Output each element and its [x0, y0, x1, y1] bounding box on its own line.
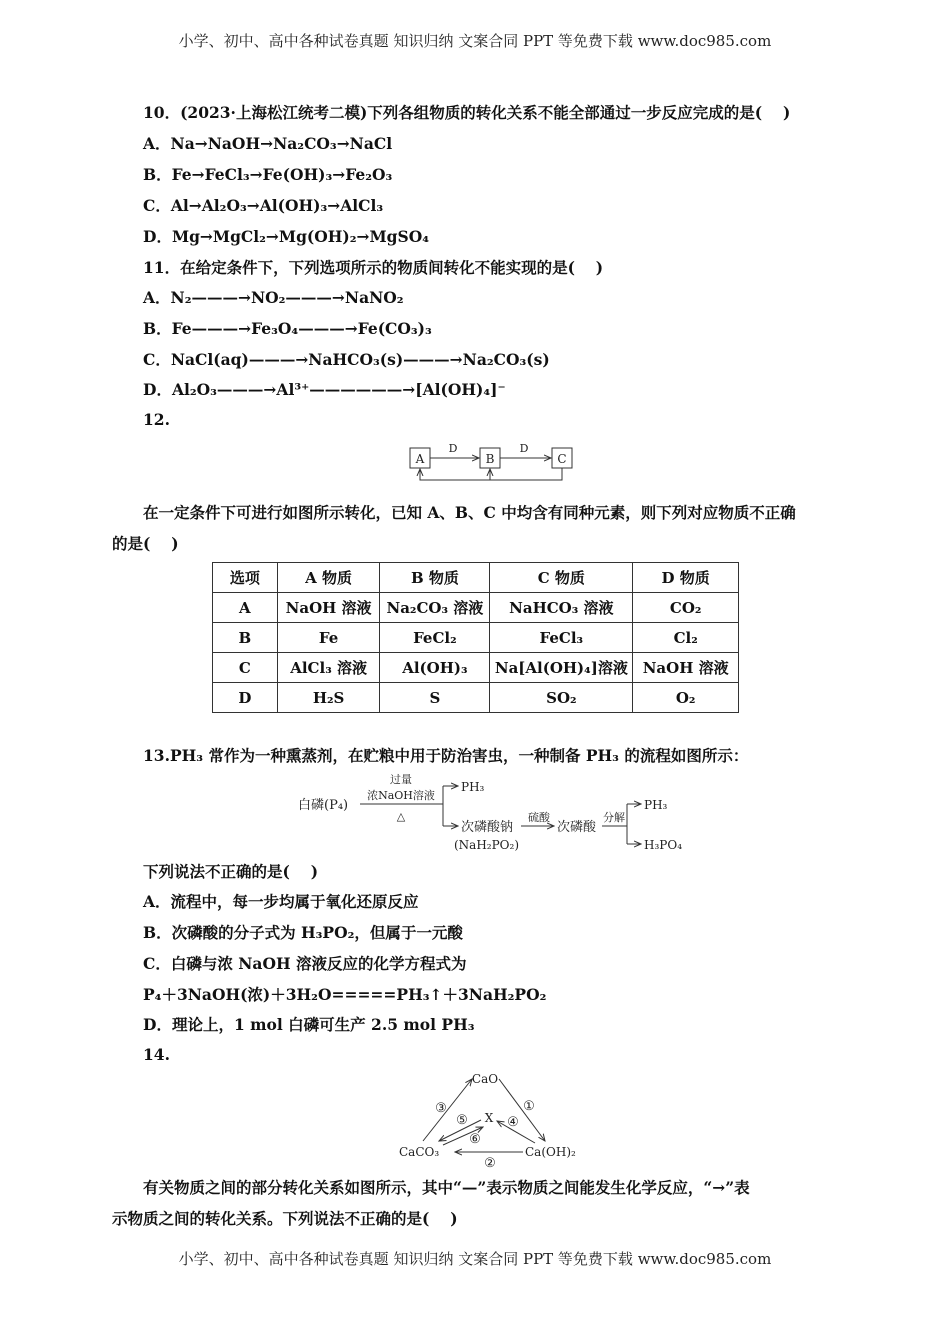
q12-options-table	[212, 562, 739, 713]
q13-option-c: C．白磷与浓 NaOH 溶液反应的化学方程式为	[143, 954, 467, 973]
q13-flow-diagram	[296, 768, 696, 856]
q11-option-d: D．Al₂O₃———→Al³⁺——————→[Al(OH)₄]⁻	[143, 380, 506, 399]
q14-arrow-1	[499, 1079, 545, 1141]
q12-diagram	[400, 438, 585, 488]
q10-option-b: B．Fe→FeCl₃→Fe(OH)₃→Fe₂O₃	[143, 165, 393, 184]
q13-cond-top2: 浓NaOH溶液	[367, 789, 435, 802]
table-header: B 物质	[380, 563, 490, 593]
q14-n5: ⑤	[456, 1113, 468, 1128]
q13-ph3-1: PH₃	[461, 780, 485, 794]
q13-salt-formula: (NaH₂PO₂)	[454, 838, 520, 852]
q14-caoh2: Ca(OH)₂	[525, 1145, 576, 1159]
q13-cond-top1: 过量	[390, 773, 412, 786]
table-cell: B	[213, 623, 278, 653]
q12-label-c: C	[557, 452, 567, 466]
q13-stem: 13.PH₃ 常作为一种熏蒸剂，在贮粮中用于防治害虫，一种制备 PH₃ 的流程如图所示：	[143, 746, 749, 765]
q11-option-c: C．NaCl(aq)———→NaHCO₃(s)———→Na₂CO₃(s)	[143, 350, 550, 369]
q10-stem: 10．(2023·上海松江统考二模)下列各组物质的转化关系不能全部通过一步反应完成的是( )	[143, 103, 791, 122]
q11-option-b: B．Fe———→Fe₃O₄———→Fe(CO₃)₃	[143, 319, 432, 338]
q14-stem-line2: 示物质之间的转化关系。下列说法不正确的是( )	[112, 1209, 458, 1228]
table-cell: CO₂	[633, 593, 739, 623]
table-cell: Al(OH)₃	[380, 653, 490, 683]
q13-cond-bottom: △	[396, 810, 406, 823]
q13-salt: 次磷酸钠	[461, 820, 514, 835]
table-cell: C	[213, 653, 278, 683]
table-cell: NaOH 溶液	[277, 593, 380, 623]
table-header: A 物质	[277, 563, 380, 593]
table-row	[213, 653, 739, 683]
table-cell: Na[Al(OH)₄]溶液	[490, 653, 633, 683]
q11-option-a: A．N₂———→NO₂———→NaNO₂	[143, 288, 404, 307]
table-header: D 物质	[633, 563, 739, 593]
table-cell: FeCl₃	[490, 623, 633, 653]
table-cell: S	[380, 683, 490, 713]
table-header-row	[213, 563, 739, 593]
table-header: 选项	[213, 563, 278, 593]
q12-label-b: B	[485, 452, 495, 466]
q14-n1: ①	[523, 1099, 535, 1114]
page-footer: 小学、初中、高中各种试卷真题 知识归纳 文案合同 PPT 等免费下载 www.doc985.com	[178, 1250, 772, 1268]
table-cell: O₂	[633, 683, 739, 713]
q13-option-b: B．次磷酸的分子式为 H₃PO₂，但属于一元酸	[143, 923, 463, 942]
q12-stem-line1: 在一定条件下可进行如图所示转化，已知 A、B、C 中均含有同种元素，则下列对应物质不正确	[143, 503, 796, 522]
q13-prompt: 下列说法不正确的是( )	[143, 862, 319, 881]
q13-option-c-equation: P₄＋3NaOH(浓)＋3H₂O=====PH₃↑＋3NaH₂PO₂	[143, 985, 547, 1004]
q13-ph3-2: PH₃	[644, 798, 668, 812]
table-cell: H₂S	[277, 683, 380, 713]
table-row	[213, 593, 739, 623]
table-cell: FeCl₂	[380, 623, 490, 653]
q12-stem-line2: 的是( )	[112, 534, 179, 553]
q13-h3po4: H₃PO₄	[644, 838, 682, 852]
table-cell: SO₂	[490, 683, 633, 713]
q12-label-a: A	[415, 452, 425, 466]
table-cell: NaOH 溶液	[633, 653, 739, 683]
q14-n6: ⑥	[469, 1132, 481, 1147]
q13-start: 白磷(P₄)	[298, 798, 349, 813]
q11-stem: 11．在给定条件下，下列选项所示的物质间转化不能实现的是( )	[143, 258, 604, 277]
q14-x: X	[484, 1111, 494, 1125]
q14-n2: ②	[484, 1156, 496, 1170]
q14-arrow-3	[423, 1079, 472, 1141]
q10-option-d: D．Mg→MgCl₂→Mg(OH)₂→MgSO₄	[143, 227, 429, 246]
table-cell: A	[213, 593, 278, 623]
q14-stem-line1: 有关物质之间的部分转化关系如图所示，其中“—”表示物质之间能发生化学反应，“→”表	[143, 1178, 750, 1197]
q10-option-a: A．Na→NaOH→Na₂CO₃→NaCl	[143, 134, 393, 153]
q13-decomp-label: 分解	[603, 811, 625, 824]
q14-n4: ④	[507, 1115, 519, 1130]
q12-label-d2: D	[519, 442, 529, 455]
q14-caco3: CaCO₃	[399, 1145, 440, 1159]
table-row	[213, 683, 739, 713]
q12-label-d1: D	[448, 442, 458, 455]
table-header: C 物质	[490, 563, 633, 593]
q12-arrow-ca	[420, 468, 562, 480]
table-cell: Cl₂	[633, 623, 739, 653]
q14-cycle-diagram	[395, 1065, 595, 1170]
q13-option-a: A．流程中，每一步均属于氧化还原反应	[143, 892, 419, 911]
q12-number: 12.	[143, 410, 170, 429]
table-cell: D	[213, 683, 278, 713]
table-row	[213, 623, 739, 653]
table-cell: AlCl₃ 溶液	[277, 653, 380, 683]
q13-acid: 次磷酸	[557, 820, 597, 835]
table-cell: Na₂CO₃ 溶液	[380, 593, 490, 623]
q14-number: 14.	[143, 1045, 170, 1064]
q14-cao: CaO	[471, 1072, 499, 1086]
q10-option-c: C．Al→Al₂O₃→Al(OH)₃→AlCl₃	[143, 196, 384, 215]
page-header: 小学、初中、高中各种试卷真题 知识归纳 文案合同 PPT 等免费下载 www.doc985.com	[178, 32, 772, 50]
q13-acid-label: 硫酸	[528, 811, 550, 824]
table-cell: NaHCO₃ 溶液	[490, 593, 633, 623]
table-cell: Fe	[277, 623, 380, 653]
q14-n3: ③	[435, 1101, 447, 1116]
q13-option-d: D．理论上，1 mol 白磷可生产 2.5 mol PH₃	[143, 1015, 475, 1034]
